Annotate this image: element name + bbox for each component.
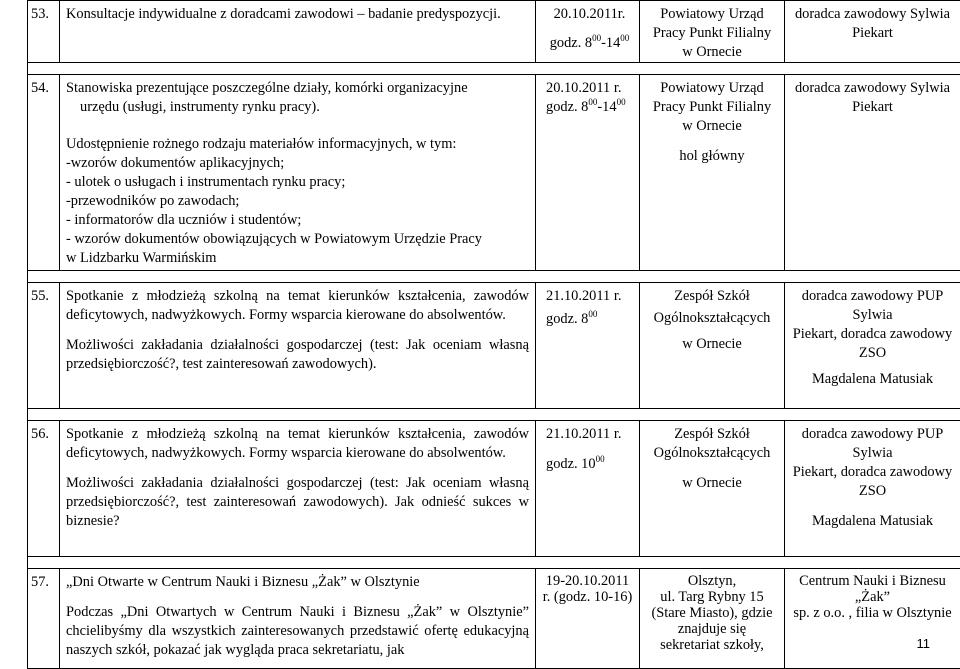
row-number: 54. [28,75,60,271]
table-row [28,421,960,557]
schedule-sheet [27,0,960,669]
row-person: doradca zawodowy Sylwia Piekart [785,1,960,63]
row-place: Powiatowy Urząd Pracy Punkt Filialny w Ornecie [640,1,785,63]
row-date: 21.10.2011 r. godz. $10^{00}$ [536,421,640,557]
row-description: Spotkanie z młodzieżą szkolną na temat kierunków kształcenia, zawodów deficytowych, nadwyżkowych. Formy wsparcia kierowane do absolwentów. Możliwości zakładania działalności gospodarczej (test: Jak oceniam własną przedsiębiorczość?, test zainteresowań zawodowych). Jak odnieść sukces w biznesie? [60,421,536,557]
row-person: doradca zawodowy PUP Sylwia Piekart, doradca zawodowy ZSO Magdalena Matusiak [785,283,960,409]
row-number: 57. [28,569,60,669]
row-place: Powiatowy Urząd Pracy Punkt Filialny w Ornecie hol główny [640,75,785,271]
row-place: Olsztyn, ul. Targ Rybny 15 (Stare Miasto), gdzie znajduje się sekretariat szkoły, [640,569,785,669]
row-description: Konsultacje indywidualne z doradcami zawodowi – badanie predyspozycji. [60,1,536,63]
row-date: 19-20.10.2011 r. (godz. 10-16) [536,569,640,669]
row-description: Stanowiska prezentujące poszczególne działy, komórki organizacyjne urzędu (usługi, instrumenty rynku pracy). Udostępnienie rożnego rodzaju materiałów informacyjnych, w tym: -wzorów dokumentów aplikacyjnych; - ulotek o usługach i instrumentach rynku pracy; -przewodników po zawodach; - informatorów dla uczniów i studentów; - wzorów dokumentów obowiązujących w Powiatowym Urzędzie Pracy w Lidzbarku Warmińskim [60,75,536,271]
table-row [28,1,960,63]
row-person: Centrum Nauki i Biznesu „Żak” sp. z o.o. , filia w Olsztynie [785,569,960,669]
events-table [27,0,960,669]
table-row [28,283,960,409]
table-row [28,75,960,271]
row-number: 55. [28,283,60,409]
table-row [28,569,960,669]
row-place: Zespół Szkół Ogólnokształcących w Ornecie [640,421,785,557]
page-number: 11 [917,636,931,651]
row-number: 53. [28,1,60,63]
row-place: Zespół Szkół Ogólnokształcących w Ornecie [640,283,785,409]
row-date: 20.10.2011 r. godz. $8^{00}-14^{00}$ [536,75,640,271]
row-person: doradca zawodowy PUP Sylwia Piekart, doradca zawodowy ZSO Magdalena Matusiak [785,421,960,557]
row-description: „Dni Otwarte w Centrum Nauki i Biznesu „Żak” w Olsztynie Podczas „Dni Otwartych w Centrum Nauki i Biznesu „Żak” w Olsztynie” chcielibyśmy dla wszystkich zainteresowanych przedstawić ofertę edukacyjną naszych szkół, pokazać jak wygląda praca sekretariatu, jak [60,569,536,669]
row-person: doradca zawodowy Sylwia Piekart [785,75,960,271]
row-number: 56. [28,421,60,557]
row-description: Spotkanie z młodzieżą szkolną na temat kierunków kształcenia, zawodów deficytowych, nadwyżkowych. Formy wsparcia kierowane do absolwentów. Możliwości zakładania działalności gospodarczej (test: Jak oceniam własną przedsiębiorczość?, test zainteresowań zawodowych). [60,283,536,409]
row-date: 20.10.2011r. godz. $8^{00}-14^{00}$ [536,1,640,63]
row-date: 21.10.2011 r. godz. $8^{00}$ [536,283,640,409]
